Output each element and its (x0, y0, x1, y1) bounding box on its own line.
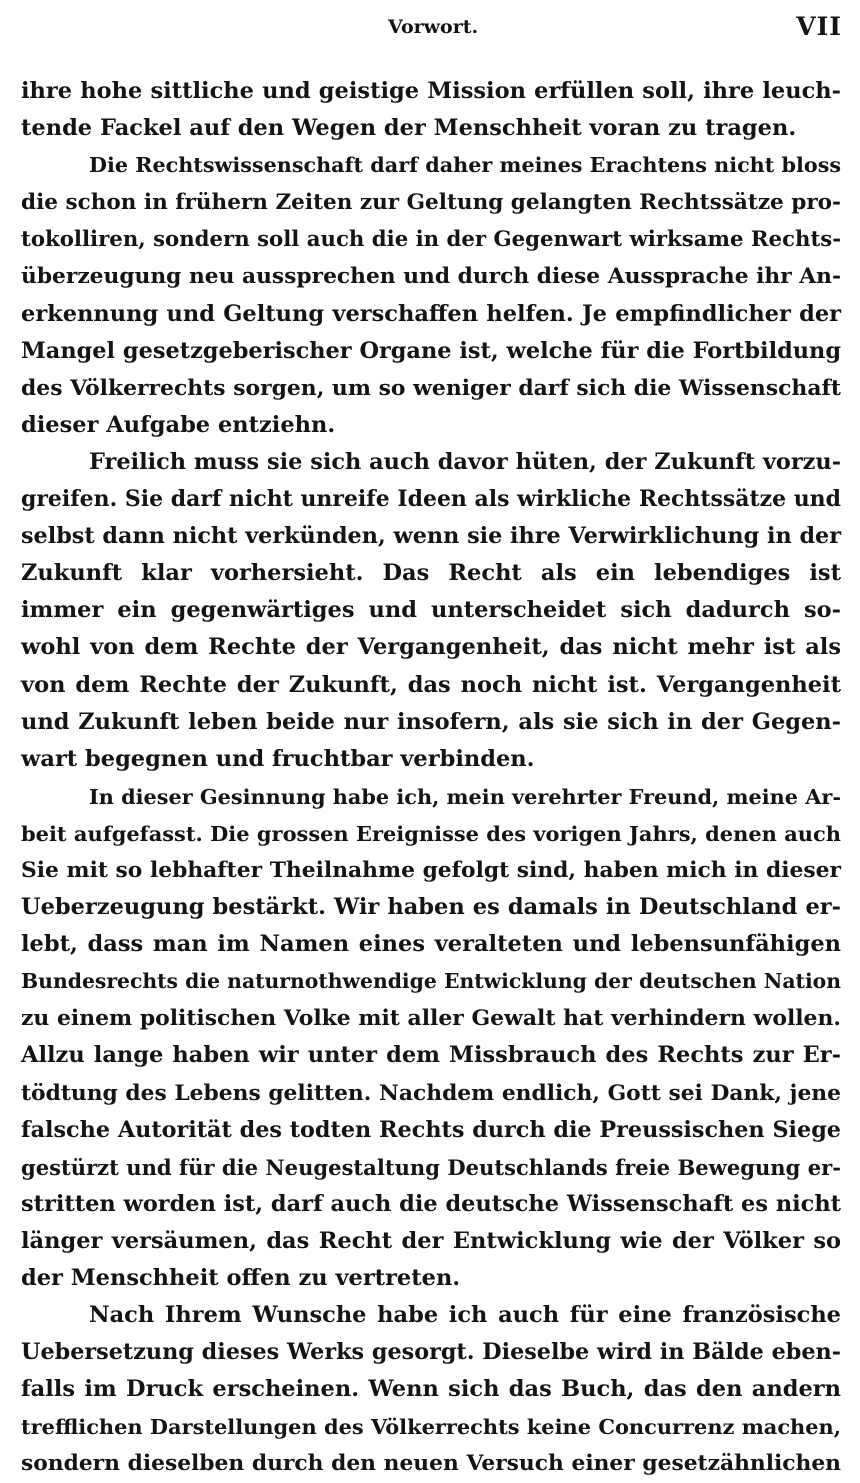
text-line: lebt, dass man im Namen eines veralteten und lebensunfähigen (21, 931, 841, 958)
text-line: Freilich muss sie sich auch davor hüten, der Zukunft vorzu- (89, 448, 841, 475)
text-line: von dem Rechte der Zukunft, das noch nicht ist. Vergangenheit (21, 671, 841, 698)
text-line: überzeugung neu aussprechen und durch diese Aussprache ihr An- (21, 264, 841, 290)
text-line: In dieser Gesinnung habe ich, mein verehrter Freund, meine Ar- (89, 783, 841, 809)
text-line: und Zukunft leben beide nur insofern, als sie sich in der Gegen- (21, 708, 841, 735)
text-line: zu einem politischen Volke mit aller Gewalt hat verhindern wollen. (21, 1005, 841, 1032)
text-line: Sie mit so lebhafter Theilnahme gefolgt sind, haben mich in dieser (21, 857, 841, 883)
text-line: sondern dieselben durch den neuen Versuch einer gesetzähnlichen (21, 1451, 841, 1477)
text-line: dieser Aufgabe entziehn. (21, 411, 336, 438)
text-line: Nach Ihrem Wunsche habe ich auch für eine französische (89, 1302, 841, 1329)
text-line: falls im Druck erscheinen. Wenn sich das Buch, das den andern (21, 1376, 841, 1403)
text-line: wohl von dem Rechte der Vergangenheit, das nicht mehr ist als (21, 634, 841, 661)
body-text (21, 73, 841, 1483)
page-number: VII (796, 12, 842, 41)
text-line: trefflichen Darstellungen des Völkerrechts keine Concurrenz machen, (21, 1414, 841, 1440)
text-line: stritten worden ist, darf auch die deutsche Wissenschaft es nicht (21, 1190, 841, 1217)
text-line: tokolliren, sondern soll auch die in der Gegenwart wirksame Rechts- (21, 227, 842, 253)
page-header (0, 8, 860, 48)
text-line: erkennung und Geltung verschaffen helfen. Je empfindlicher der (21, 300, 841, 327)
text-line: der Menschheit offen zu vertreten. (21, 1265, 461, 1291)
text-line: greifen. Sie darf nicht unreife Ideen als wirkliche Rechtssätze und (21, 486, 841, 513)
text-line: immer ein gegenwärtiges und unterscheidet sich dadurch so- (21, 597, 841, 624)
text-line: Ueberzeugung bestärkt. Wir haben es damals in Deutschland er- (21, 894, 841, 921)
text-line: Bundesrechts die naturnothwendige Entwicklung der deutschen Nation (21, 969, 841, 994)
text-line: Die Rechtswissenschaft darf daher meines Erachtens nicht bloss (89, 153, 842, 178)
text-line: Mangel gesetzgeberischer Organe ist, welche für die Fortbildung (21, 337, 841, 364)
text-line: Uebersetzung dieses Werks gesorgt. Dieselbe wird in Bälde eben- (21, 1339, 841, 1366)
text-line: beit aufgefasst. Die grossen Ereignisse des vorigen Jahrs, denen auch (21, 820, 841, 846)
text-line: falsche Autorität des todten Rechts durch die Preussischen Siege (21, 1116, 841, 1143)
text-line: gestürzt und für die Neugestaltung Deutschlands freie Bewegung er- (21, 1154, 841, 1180)
text-line: ihre hohe sittliche und geistige Mission erfüllen soll, ihre leuch- (21, 78, 841, 104)
text-line: Allzu lange haben wir unter dem Missbrauch des Rechts zur Er- (21, 1042, 841, 1069)
text-line: wart begegnen und fruchtbar verbinden. (21, 745, 535, 772)
text-line: die schon in frühern Zeiten zur Geltung gelangten Rechtssätze pro- (21, 190, 841, 216)
text-line: selbst dann nicht verkünden, wenn sie ihre Verwirklichung in der (21, 523, 841, 550)
text-line: des Völkerrechts sorgen, um so weniger darf sich die Wissenschaft (21, 374, 841, 401)
running-title: Vorwort. (388, 16, 479, 38)
text-line: länger versäumen, das Recht der Entwicklung wie der Völker so (21, 1227, 841, 1254)
text-line: tödtung des Lebens gelitten. Nachdem endlich, Gott sei Dank, jene (21, 1080, 841, 1106)
text-line: Zukunft klar vorhersieht. Das Recht als ein lebendiges ist (21, 560, 841, 587)
text-line: tende Fackel auf den Wegen der Menschheit voran zu tragen. (21, 115, 797, 142)
